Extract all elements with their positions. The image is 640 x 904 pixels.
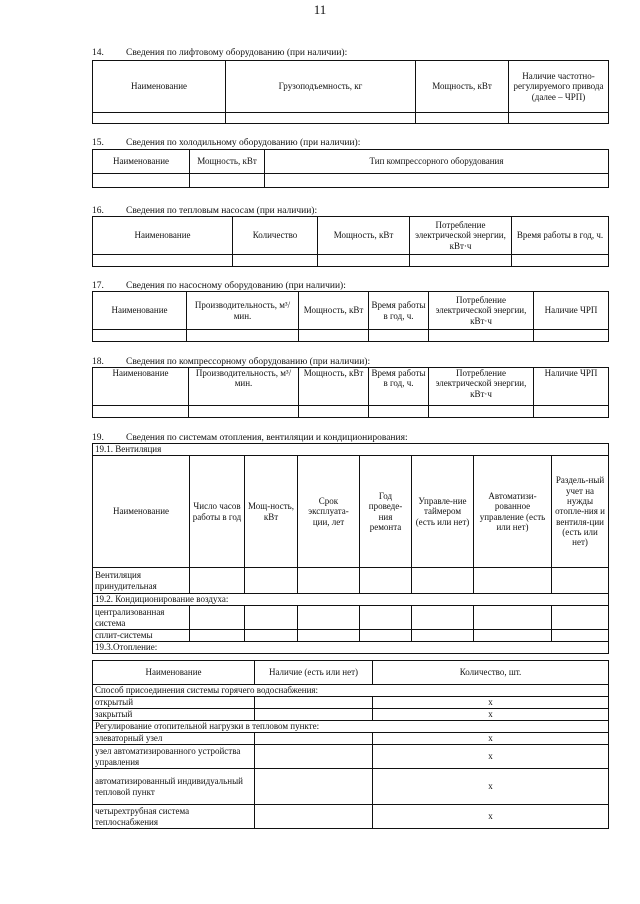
table-cell [226, 113, 416, 124]
heating-table [92, 660, 609, 829]
header-power: Мощность, кВт [190, 150, 265, 174]
quantity-cell: х [373, 733, 609, 745]
table-cell [93, 406, 189, 418]
table-cell [512, 255, 609, 267]
row-label-automated-control-unit: узел автоматизированного устройства управления [93, 745, 255, 769]
section-number: 17. [92, 281, 104, 291]
header-power: Мощность, кВт [299, 368, 369, 406]
row-label-open: открытый [93, 697, 255, 709]
table-cell [245, 568, 298, 594]
header-name: Наименование [93, 150, 190, 174]
section-19-title [92, 433, 408, 443]
table-cell [360, 630, 412, 642]
header-name: Наименование [93, 456, 190, 568]
header-vfd: Наличие ЧРП [534, 292, 609, 330]
section-number: 18. [92, 357, 104, 367]
table-cell [534, 330, 609, 342]
section-title-text: Сведения по системам отопления, вентиляции и кондиционирования: [126, 433, 408, 443]
table-cell [429, 330, 534, 342]
table-cell [412, 606, 474, 630]
subsection-air-conditioning: 19.2. Кондиционирование воздуха: [93, 594, 609, 606]
section-number: 15. [92, 138, 104, 148]
table-cell [509, 113, 609, 124]
section-title-text: Сведения по холодильному оборудованию (при наличии): [126, 138, 361, 148]
table-cell [552, 568, 609, 594]
header-power: Мощность, кВт [299, 292, 369, 330]
table-cell [233, 255, 318, 267]
header-repair-year: Год проведе-ния ремонта [360, 456, 412, 568]
table-cell [474, 568, 552, 594]
section-16-title [92, 206, 317, 216]
section-number: 19. [92, 433, 104, 443]
header-hours-per-year: Число часов работы в год [190, 456, 245, 568]
table-cell [369, 406, 429, 418]
header-vfd: Наличие ЧРП [534, 368, 609, 406]
section-18-title [92, 357, 370, 367]
header-name: Наименование [93, 292, 187, 330]
header-compressor-type: Тип компрессорного оборудования [265, 150, 609, 174]
quantity-cell: х [373, 745, 609, 769]
header-quantity: Количество [233, 217, 318, 255]
header-name: Наименование [93, 61, 226, 113]
table-cell [298, 606, 360, 630]
table-cell [255, 745, 373, 769]
table-cell [245, 606, 298, 630]
section-15-title [92, 138, 360, 148]
header-service-life: Срок эксплуата-ции, лет [298, 456, 360, 568]
header-operating-time: Время работы в год, ч. [369, 368, 429, 406]
page-number: 11 [313, 2, 327, 17]
header-power: Мощность, кВт [416, 61, 509, 113]
table-cell [552, 606, 609, 630]
quantity-cell: х [373, 697, 609, 709]
header-vfd: Наличие частотно-регулируемого привода (далее – ЧРП) [509, 61, 609, 113]
table-cell [412, 568, 474, 594]
row-label-central-system: централизованная система [93, 606, 190, 630]
table-cell [255, 733, 373, 745]
refrigeration-equipment-table [92, 149, 609, 188]
row-label-split-systems: сплит-системы [93, 630, 190, 642]
table-cell [190, 606, 245, 630]
section-17-title [92, 281, 346, 291]
lift-equipment-table [92, 60, 609, 124]
row-label-forced-ventilation: Вентиляция принудительная [93, 568, 190, 594]
header-energy-consumption: Потребление электрической энергии, кВт·ч [429, 368, 534, 406]
row-label-closed: закрытый [93, 709, 255, 721]
row-label-elevator-unit: элеваторный узел [93, 733, 255, 745]
header-capacity: Грузоподъемность, кг [226, 61, 416, 113]
header-productivity: Производительность, м³/мин. [187, 292, 299, 330]
heat-pumps-table [92, 216, 609, 267]
table-cell [298, 630, 360, 642]
table-cell [429, 406, 534, 418]
table-cell [93, 113, 226, 124]
header-name: Наименование [93, 368, 189, 406]
table-cell [299, 330, 369, 342]
header-name: Наименование [93, 217, 233, 255]
header-automated-control: Автоматизи-рованное управление (есть или нет) [474, 456, 552, 568]
table-cell [369, 330, 429, 342]
header-availability: Наличие (есть или нет) [255, 661, 373, 685]
section-title-text: Сведения по компрессорному оборудованию (при наличии): [126, 357, 371, 367]
table-cell [318, 255, 410, 267]
header-name: Наименование [93, 661, 255, 685]
table-cell [416, 113, 509, 124]
header-timer-control: Управле-ние таймером (есть или нет) [412, 456, 474, 568]
table-cell [552, 630, 609, 642]
table-cell [190, 568, 245, 594]
table-cell [93, 330, 187, 342]
row-label-individual-heat-point: автоматизированный индивидуальный тепловой пункт [93, 769, 255, 805]
table-cell [474, 630, 552, 642]
table-cell [255, 709, 373, 721]
subsection-heating: 19.3.Отопление: [93, 642, 609, 654]
table-cell [474, 606, 552, 630]
quantity-cell: х [373, 805, 609, 829]
subsection-ventilation: 19.1. Вентиляция [93, 444, 609, 456]
header-energy-consumption: Потребление электрической энергии, кВт·ч [429, 292, 534, 330]
table-cell [93, 174, 190, 188]
table-cell [534, 406, 609, 418]
section-title-text: Сведения по насосному оборудованию (при наличии): [126, 281, 346, 291]
table-cell [265, 174, 609, 188]
group-load-regulation: Регулирование отопительной нагрузки в тепловом пункте: [93, 721, 609, 733]
header-operating-time: Время работы в год, ч. [512, 217, 609, 255]
table-cell [245, 630, 298, 642]
section-title-text: Сведения по лифтовому оборудованию (при наличии): [126, 48, 348, 58]
quantity-cell: х [373, 709, 609, 721]
quantity-cell: х [373, 769, 609, 805]
table-cell [190, 630, 245, 642]
table-cell [93, 255, 233, 267]
section-14-title [92, 48, 347, 58]
table-cell [410, 255, 512, 267]
header-energy-consumption: Потребление электрической энергии, кВт·ч [410, 217, 512, 255]
header-power: Мощ-ность, кВт [245, 456, 298, 568]
table-cell [299, 406, 369, 418]
table-cell [189, 406, 299, 418]
table-cell [298, 568, 360, 594]
header-power: Мощность, кВт [318, 217, 410, 255]
table-cell [360, 568, 412, 594]
header-productivity: Производительность, м³/мин. [189, 368, 299, 406]
compressor-equipment-table [92, 367, 609, 418]
section-number: 16. [92, 206, 104, 216]
table-cell [360, 606, 412, 630]
hvac-systems-table [92, 443, 609, 654]
pump-equipment-table [92, 291, 609, 342]
header-quantity: Количество, шт. [373, 661, 609, 685]
table-cell [190, 174, 265, 188]
table-cell [255, 697, 373, 709]
row-label-four-pipe-system: четырехтрубная система теплоснабжения [93, 805, 255, 829]
section-title-text: Сведения по тепловым насосам (при наличии): [126, 206, 318, 216]
table-cell [255, 769, 373, 805]
header-separate-metering: Раздель-ный учет на нужды отопле-ния и вентиля-ции (есть или нет) [552, 456, 609, 568]
table-cell [255, 805, 373, 829]
header-operating-time: Время работы в год, ч. [369, 292, 429, 330]
section-number: 14. [92, 48, 104, 58]
table-cell [412, 630, 474, 642]
group-hot-water-connection: Способ присоединения системы горячего водоснабжения: [93, 685, 609, 697]
table-cell [187, 330, 299, 342]
